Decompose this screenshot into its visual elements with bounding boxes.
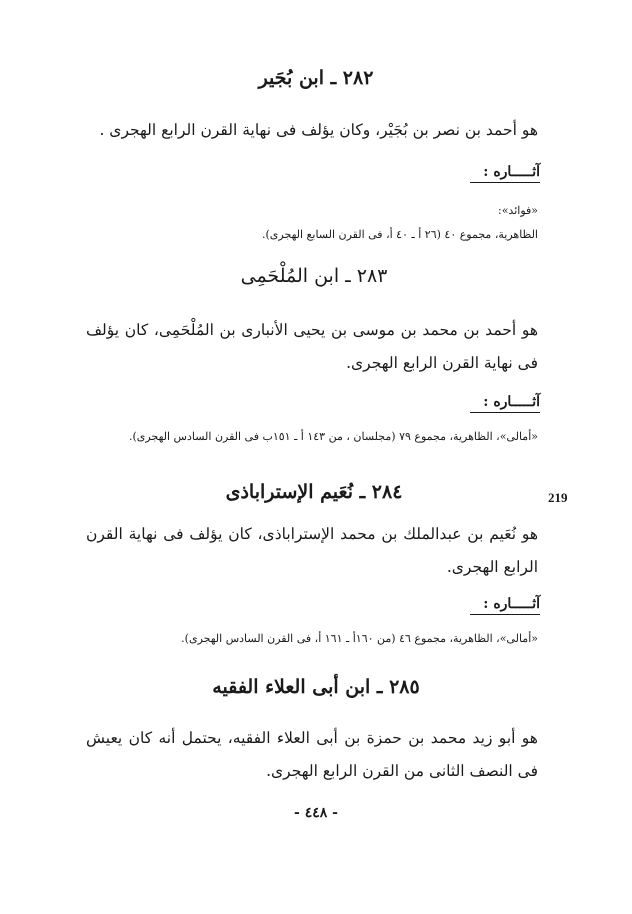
footer-page-number: - ٤٤٨ -	[294, 805, 338, 821]
margin-page-number: 219	[548, 490, 568, 505]
entry-body-282: هو أحمد بن نصر بن بُجَيْر، وكان يؤلف فى نهاية القرن الرابع الهجرى .	[99, 121, 538, 139]
entry-body-285: هو أبو زيد محمد بن حمزة بن أبى العلاء الفقيه، يحتمل أنه كان يعيش فى النصف الثانى من القرن الرابع الهجرى.	[86, 729, 538, 780]
works-label-282: آثـــــاره :	[470, 164, 540, 183]
work-title-282: «فوائد»:	[498, 204, 538, 217]
entry-heading-282: ٢٨٢ ـ ابن بُجَير	[258, 67, 374, 89]
works-label-284: آثـــــاره :	[470, 596, 540, 615]
entry-heading-283: ٢٨٣ ـ ابن المُلْحَمِى	[240, 265, 388, 287]
entry-body-284: هو نُعَيم بن عبدالملك بن محمد الإستراباذى، كان يؤلف فى نهاية القرن الرابع الهجرى.	[86, 525, 538, 576]
entry-heading-285: ٢٨٥ ـ ابن أبى العلاء الفقيه	[212, 676, 420, 698]
manuscript-note-284: «أمالى»، الظاهرية، مجموع ٤٦ (من ١٦٠أ ـ ١٦١ أ، فى القرن السادس الهجرى).	[181, 632, 538, 645]
manuscript-note-283: «أمالى»، الظاهرية، مجموع ٧٩ (مجلسان ، من ١٤٣ أ ـ ١٥١ب فى القرن السادس الهجرى).	[129, 430, 538, 443]
works-label-283: آثـــــاره :	[470, 394, 540, 413]
entry-body-283: هو أحمد بن محمد بن موسى بن يحيى الأنبارى بن المُلْحَمِى، كان يؤلف فى نهاية القرن الرابع الهجرى.	[86, 321, 538, 372]
manuscript-note-282: الظاهرية، مجموع ٤٠ (٢٦ أ ـ ٤٠ أ، فى القرن السابع الهجرى).	[262, 228, 538, 241]
entry-heading-284: ٢٨٤ ـ نُعَيم الإستراباذى	[225, 481, 403, 503]
